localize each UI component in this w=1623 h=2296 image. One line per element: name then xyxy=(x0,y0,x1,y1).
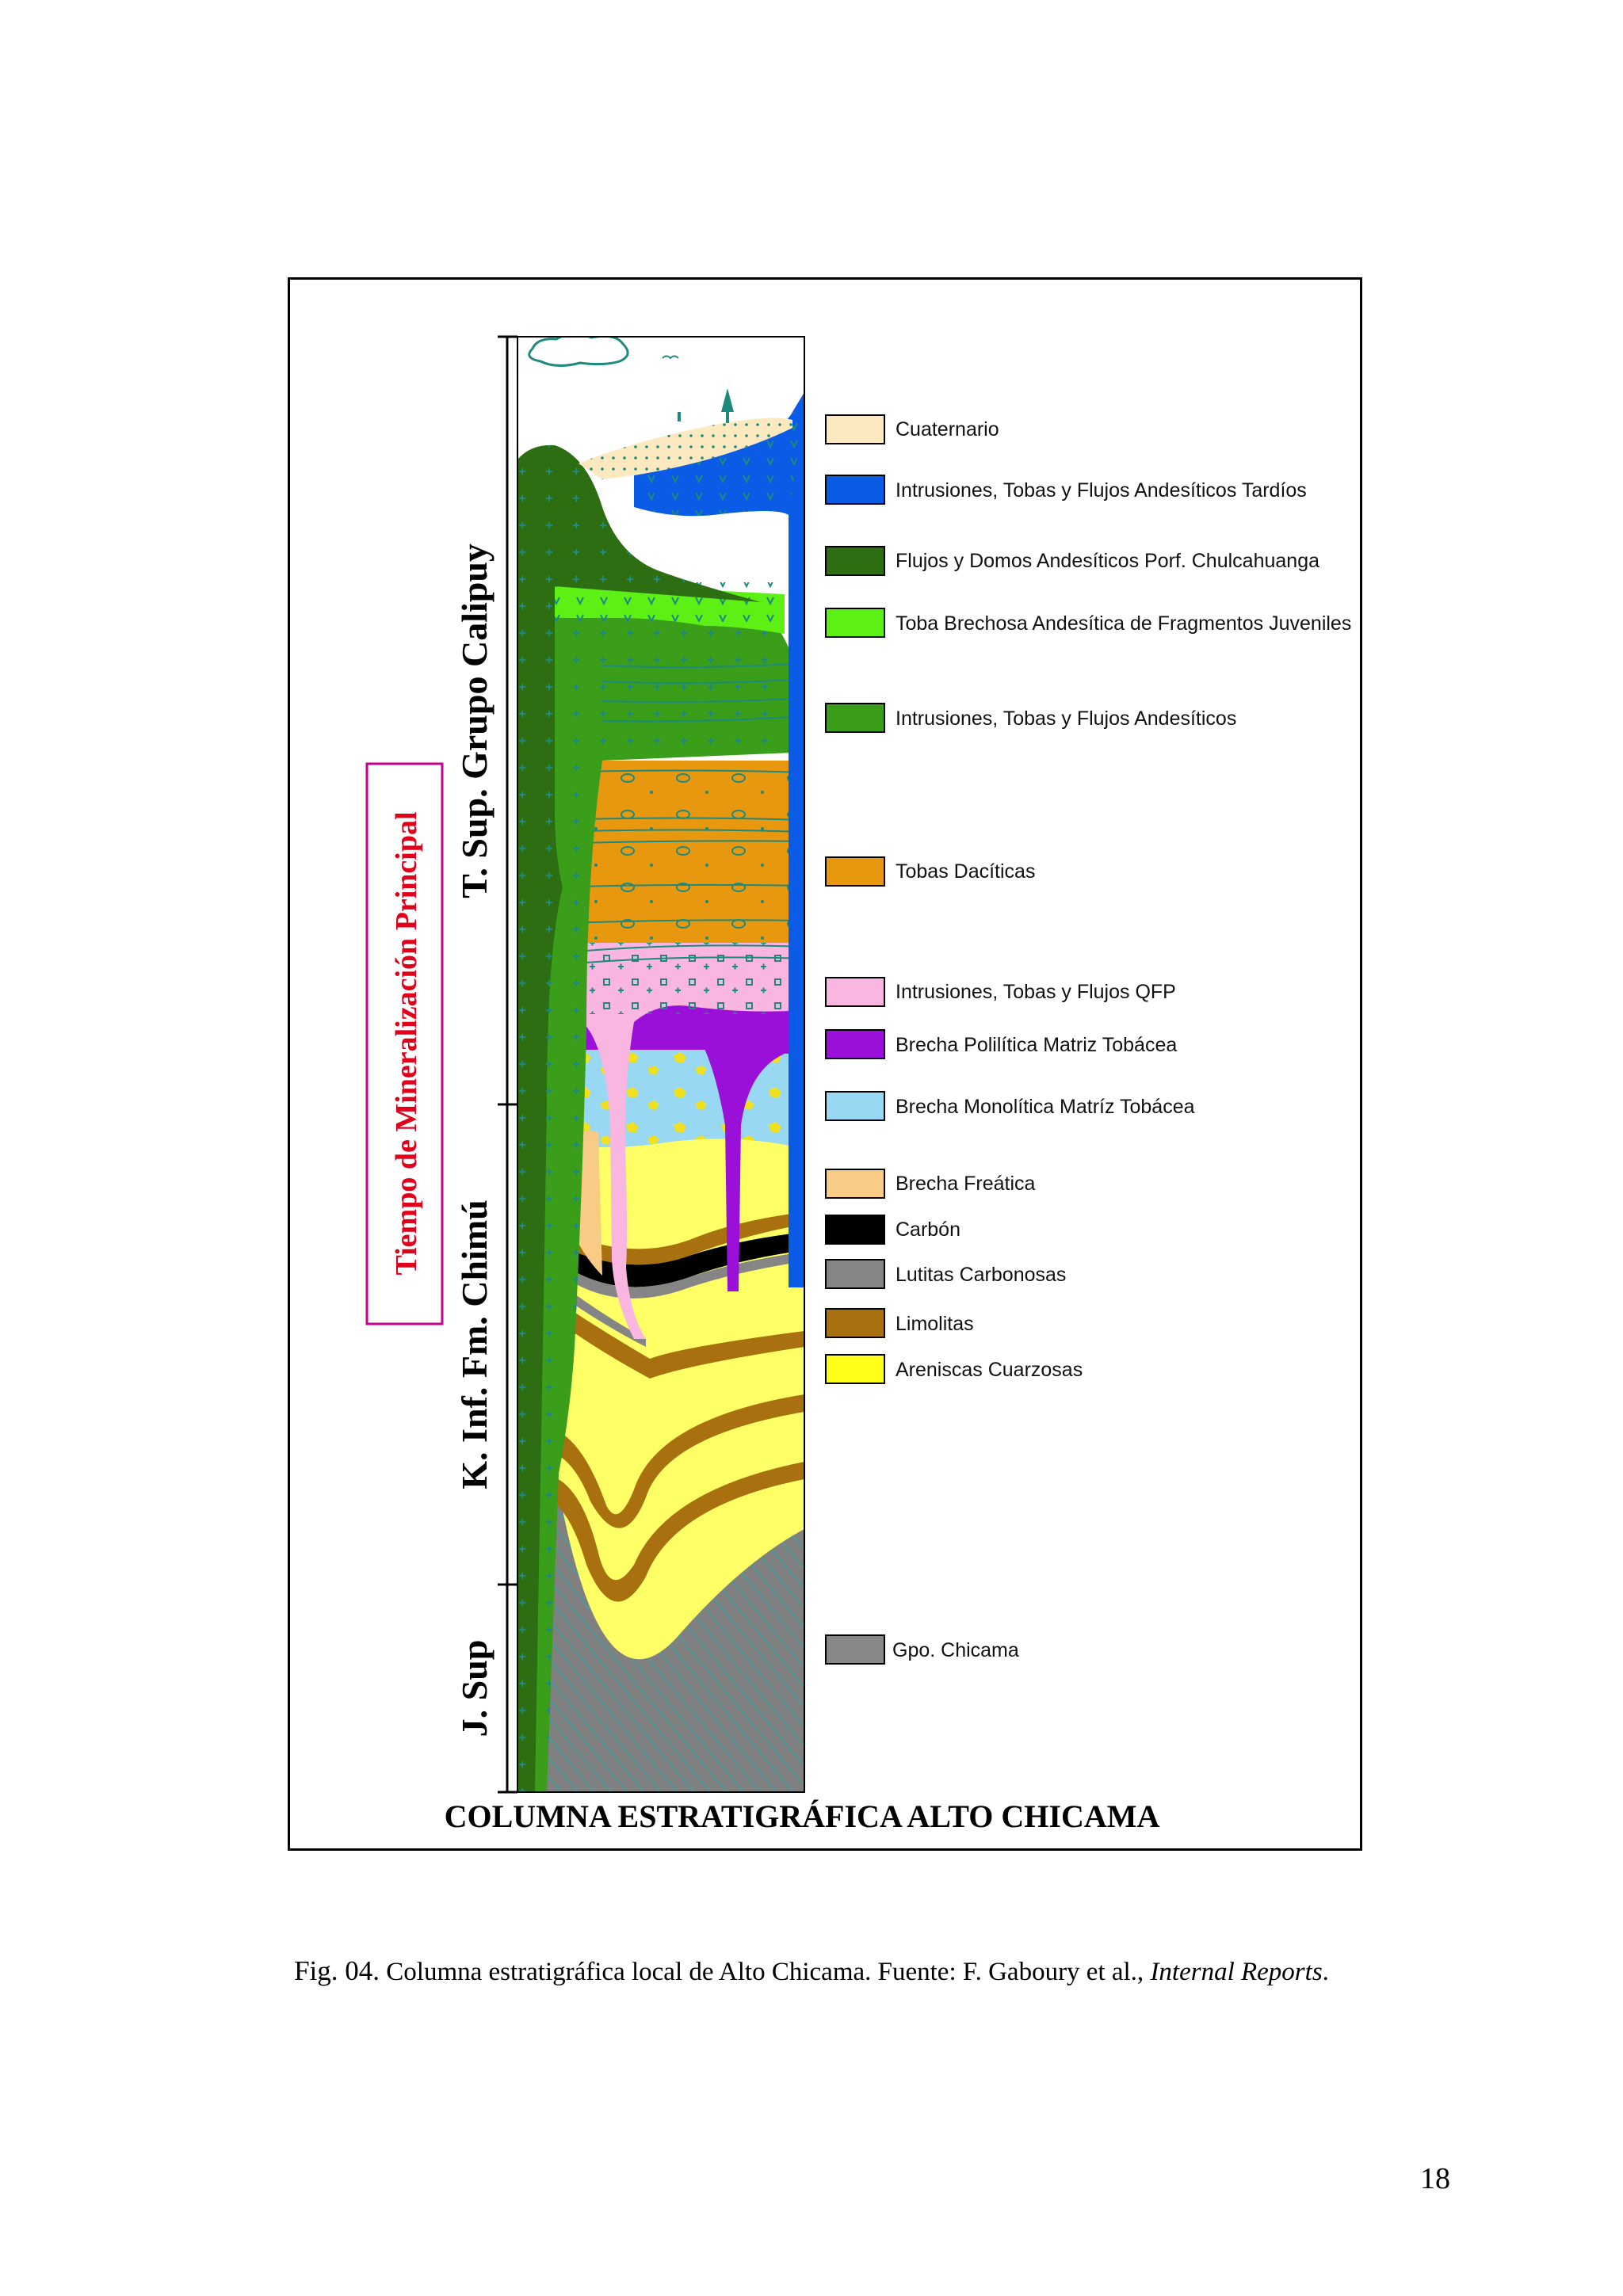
legend xyxy=(826,415,1351,1664)
mineralization-label: Tiempo de Mineralización Principal xyxy=(390,811,423,1276)
column-strata xyxy=(517,334,804,1792)
era-label-t-sup: T. Sup. Grupo Calipuy xyxy=(454,543,495,898)
legend-swatch-lutitas xyxy=(826,1260,884,1288)
legend-swatch-tobas-daciticas xyxy=(826,857,884,886)
legend-swatch-qfp xyxy=(826,978,884,1006)
legend-label-cuaternario: Cuaternario xyxy=(896,418,999,441)
caption-source: Internal Reports xyxy=(1150,1958,1323,1986)
legend-label-carbon: Carbón xyxy=(896,1219,960,1241)
legend-swatch-freatica xyxy=(826,1169,884,1198)
caption-end: . xyxy=(1322,1958,1329,1986)
legend-label-toba-brechosa: Toba Brechosa Andesítica de Fragmentos Juveniles xyxy=(896,612,1352,635)
legend-swatch-monolitica xyxy=(826,1092,884,1120)
legend-swatch-limolitas xyxy=(826,1309,884,1337)
legend-label-areniscas: Areniscas Cuarzosas xyxy=(896,1359,1083,1381)
legend-label-freatica: Brecha Freática xyxy=(896,1173,1036,1195)
legend-swatch-areniscas xyxy=(826,1355,884,1383)
legend-swatch-andesiticos xyxy=(826,704,884,732)
legend-swatch-chicama xyxy=(826,1635,884,1664)
legend-swatch-cuaternario xyxy=(826,415,884,444)
caption-fig-number: Fig. 04. xyxy=(294,1955,380,1986)
legend-label-chulcahuanga: Flujos y Domos Andesíticos Porf. Chulcahuanga xyxy=(896,550,1319,572)
era-label-j-sup: J. Sup xyxy=(454,1639,495,1737)
legend-label-tobas-daciticas: Tobas Dacíticas xyxy=(896,860,1036,883)
caption-text: Columna estratigráfica local de Alto Chicama. Fuente: F. Gaboury et al., xyxy=(380,1958,1151,1986)
legend-label-chicama: Gpo. Chicama xyxy=(892,1639,1019,1661)
legend-label-lutitas: Lutitas Carbonosas xyxy=(896,1264,1067,1286)
legend-swatch-chulcahuanga xyxy=(826,547,884,575)
legend-swatch-carbon xyxy=(826,1215,884,1244)
figure-caption xyxy=(0,1955,1623,1987)
legend-label-monolitica: Brecha Monolítica Matríz Tobácea xyxy=(896,1096,1195,1118)
legend-label-andesiticos: Intrusiones, Tobas y Flujos Andesíticos xyxy=(896,707,1237,730)
legend-label-tardios: Intrusiones, Tobas y Flujos Andesíticos Tardíos xyxy=(896,479,1307,502)
legend-swatch-tardios xyxy=(826,475,884,504)
era-bracket xyxy=(498,337,517,1792)
legend-swatch-toba-brechosa xyxy=(826,608,884,637)
legend-label-limolitas: Limolitas xyxy=(896,1313,974,1335)
era-label-k-inf: K. Inf. Fm. Chimú xyxy=(454,1199,495,1489)
legend-label-qfp: Intrusiones, Tobas y Flujos QFP xyxy=(896,981,1176,1003)
legend-label-polilitica: Brecha Polilítica Matriz Tobácea xyxy=(896,1034,1178,1056)
diagram-title: COLUMNA ESTRATIGRÁFICA ALTO CHICAMA xyxy=(444,1798,1160,1834)
legend-swatch-polilitica xyxy=(826,1030,884,1058)
page-number: 18 xyxy=(1420,2162,1450,2195)
